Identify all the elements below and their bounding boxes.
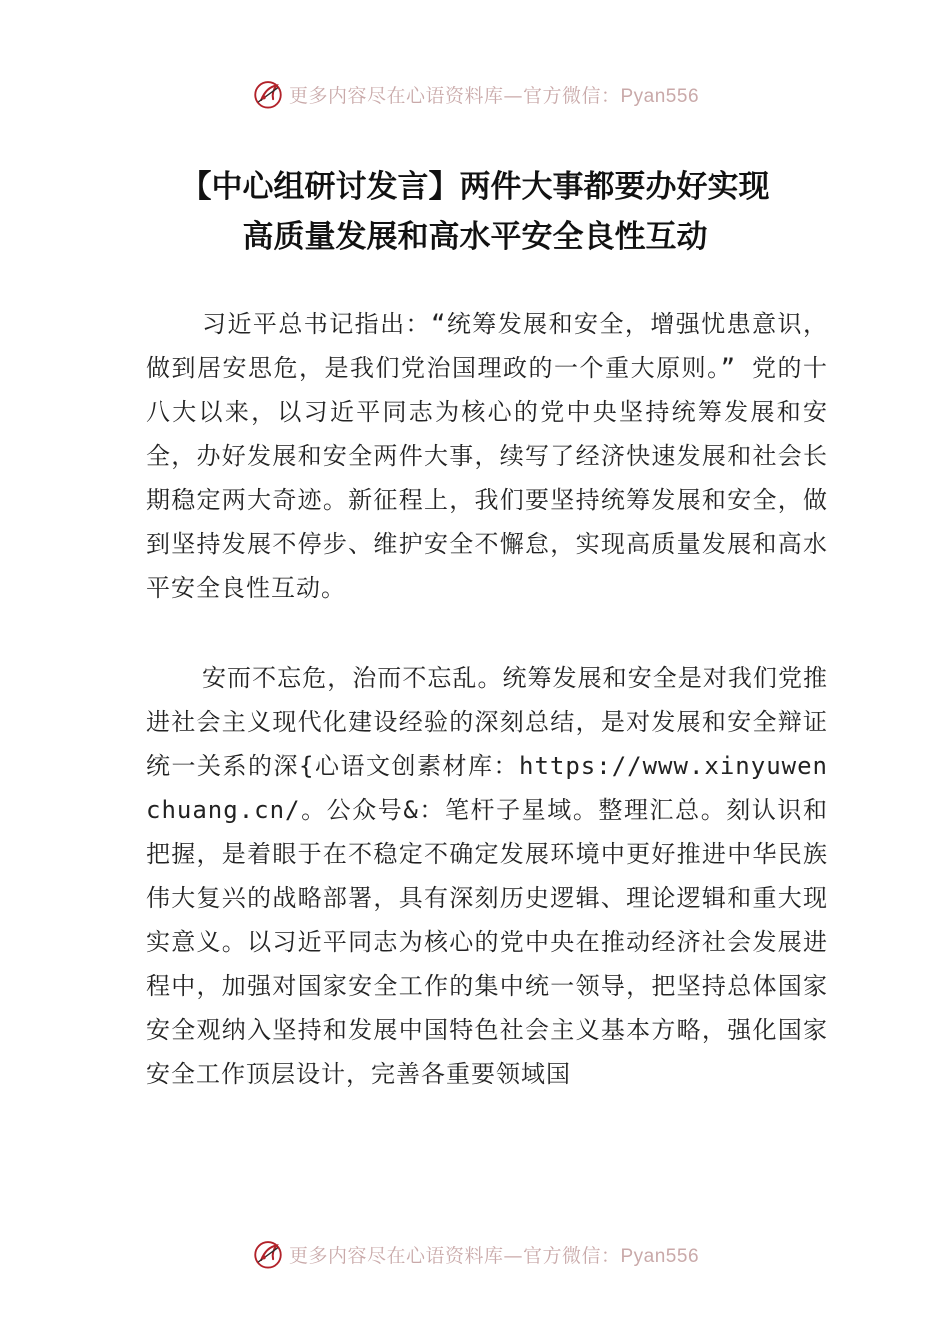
paragraph-1: 习近平总书记指出：“统筹发展和安全，增强忧患意识，做到居安思危，是我们党治国理政的一个重大原则。” 党的十八大以来，以习近平同志为核心的党中央坚持统筹发展和安全，办好发展和安全两件大事，续写了经济快速发展和社会长期稳定两大奇迹。新征程上，我们要坚持统筹发展和安全，做到坚持发展不停步、维护安全不懈怠，实现高质量发展和高水平安全良性互动。 xyxy=(146,310,828,602)
brand-logo-icon xyxy=(251,1237,285,1271)
footer-official-text: 官方微信： xyxy=(522,1244,621,1267)
header-brand-text: 更多内容尽在心语资料库 xyxy=(288,84,504,107)
footer-banner xyxy=(0,1234,950,1274)
footer-wechat-id: Pyan556 xyxy=(620,1245,700,1267)
header-banner-text xyxy=(289,81,699,108)
footer-dash: — xyxy=(503,1244,523,1267)
header-wechat-id: Pyan556 xyxy=(620,85,700,107)
header-dash: — xyxy=(503,84,523,107)
brand-logo-icon xyxy=(251,77,285,111)
page-title-line-2: 高质量发展和高水平安全良性互动 xyxy=(242,219,708,255)
page-title-line-1: 【中心组研讨发言】两件大事都要办好实现 xyxy=(180,169,770,205)
footer-banner-text xyxy=(289,1241,699,1268)
paragraph-2: 安而不忘危，治而不忘乱。统筹发展和安全是对我们党推进社会主义现代化建设经验的深刻总结，是对发展和安全辩证统一关系的深{心语文创素材库：https://www.xinyuwenchuang.cn/。公众号&：笔杆子星域。整理汇总。刻认识和把握，是着眼于在不稳定不确定发展环境中更好推进中华民族伟大复兴的战略部署，具有深刻历史逻辑、理论逻辑和重大现实意义。以习近平同志为核心的党中央在推动经济社会发展进程中，加强对国家安全工作的集中统一领导，把坚持总体国家安全观纳入坚持和发展中国特色社会主义基本方略，强化国家安全工作顶层设计，完善各重要领域国 xyxy=(146,664,828,1088)
page-title xyxy=(0,162,950,262)
header-banner xyxy=(0,74,950,114)
footer-brand-text: 更多内容尽在心语资料库 xyxy=(288,1244,504,1267)
header-official-text: 官方微信： xyxy=(522,84,621,107)
